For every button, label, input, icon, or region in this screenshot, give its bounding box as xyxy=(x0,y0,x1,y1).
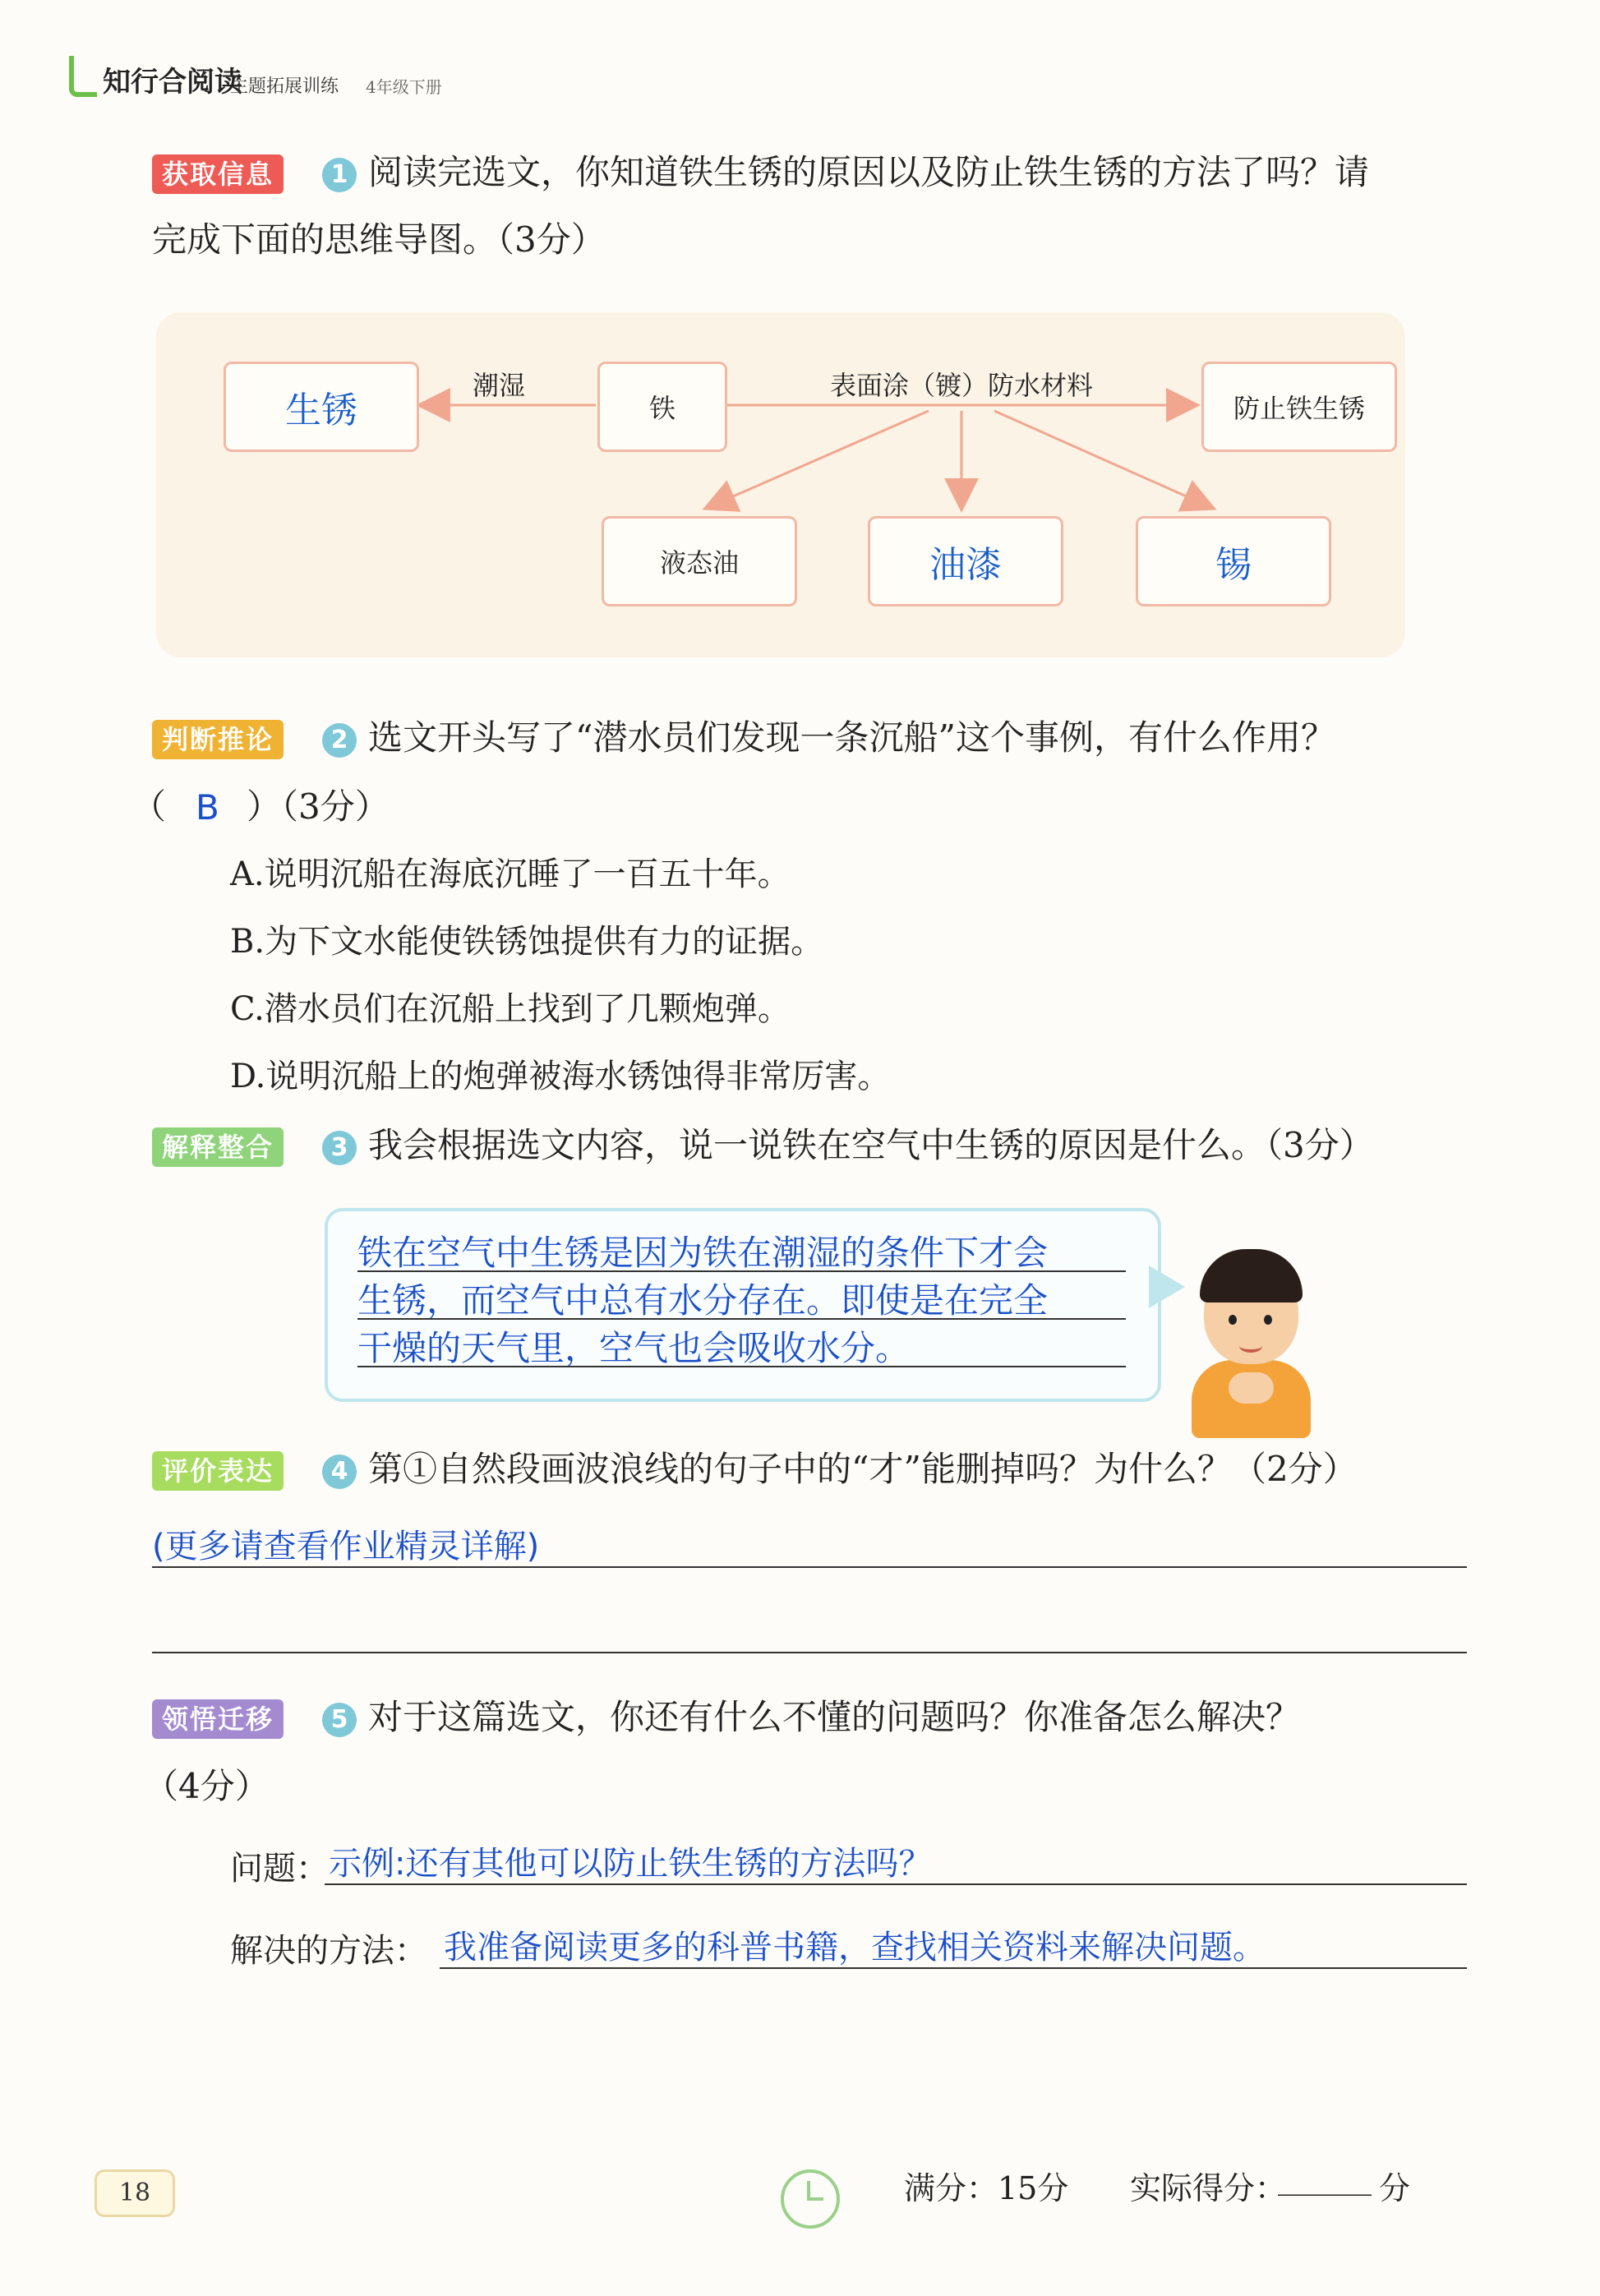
q2-option-b: B.为下文水能使铁锈蚀提供有力的证据。 xyxy=(230,923,824,961)
q1-tag: 获取信息 xyxy=(152,154,284,194)
q2-answer: B xyxy=(196,787,219,828)
mindmap-box-iron xyxy=(597,362,727,452)
mindmap-box-paint xyxy=(868,516,1063,606)
clock-minute-hand xyxy=(807,2197,823,2201)
q5-question-answer: 示例:还有其他可以防止铁生锈的方法吗？ xyxy=(329,1845,932,1883)
q2-text-line1: 选文开头写了“潜水员们发现一条沉船”这个事例，有什么作用？ xyxy=(368,717,1335,758)
q2-paren-open: （ xyxy=(131,786,167,827)
q2-tag: 判断推论 xyxy=(152,720,284,759)
q5-method-answer: 我准备阅读更多的科普书籍，查找相关资料来解决问题。 xyxy=(444,1929,1266,1966)
q3-answer-line2: 生锈，而空气中总有水分存在。即使是在完全 xyxy=(357,1280,1049,1321)
header-brand: 知行合阅读 xyxy=(103,66,242,99)
actual-score-blank: ______ xyxy=(1278,2160,1372,2196)
q5-tag: 领悟迁移 xyxy=(152,1699,284,1739)
header-grade: 4年级下册 xyxy=(366,77,442,97)
q3-number: 3 xyxy=(322,1131,357,1165)
mindmap-oil-text: 液态油 xyxy=(659,547,739,579)
page-number: 18 xyxy=(95,2169,175,2217)
child-illustration-mouth xyxy=(1239,1339,1262,1353)
mindmap-label-humid: 潮湿 xyxy=(473,370,526,401)
q3-answer-line3: 干燥的天气里，空气也会吸收水分。 xyxy=(357,1328,911,1368)
q5-text-line2: （4分） xyxy=(144,1766,270,1806)
q2-option-c: C.潜水员们在沉船上找到了几颗炮弹。 xyxy=(230,990,791,1028)
q1-text-line1: 阅读完选文，你知道铁生锈的原因以及防止铁生锈的方法了吗？请 xyxy=(368,152,1370,192)
q4-answer-line1 xyxy=(152,1566,1467,1568)
q4-text-line1: 第①自然段画波浪线的句子中的“才”能删掉吗？为什么？（2分） xyxy=(368,1449,1358,1489)
mindmap-rust-text: 生锈 xyxy=(285,390,357,431)
q3-answer-underline3 xyxy=(357,1366,1126,1367)
q2-paren-close: ）（3分） xyxy=(247,786,390,827)
q3-text-line1: 我会根据选文内容，说一说铁在空气中生锈的原因是什么。（3分） xyxy=(368,1125,1374,1165)
q1-number: 1 xyxy=(322,158,357,192)
mindmap-box-oil xyxy=(602,516,797,606)
q4-number: 4 xyxy=(322,1455,357,1489)
q4-answer-line2 xyxy=(152,1652,1467,1653)
q1-text-line2: 完成下面的思维导图。（3分） xyxy=(152,219,606,260)
q5-question-label: 问题： xyxy=(230,1850,329,1888)
actual-score-unit: 分 xyxy=(1379,2170,1411,2206)
clock-hour-hand xyxy=(807,2181,810,2199)
mindmap-box-rust xyxy=(224,362,419,452)
mindmap-iron-text: 铁 xyxy=(648,393,676,424)
q2-option-d: D.说明沉船上的炮弹被海水锈蚀得非常厉害。 xyxy=(230,1058,891,1095)
mindmap-box-tin xyxy=(1136,516,1331,606)
mindmap-prevent-text: 防止铁生锈 xyxy=(1233,393,1365,424)
q2-option-a: A.说明沉船在海底沉睡了一百五十年。 xyxy=(230,855,791,893)
child-illustration-eye-left xyxy=(1229,1315,1237,1325)
actual-score-label: 实际得分： xyxy=(1130,2170,1287,2206)
q3-answer-underline2 xyxy=(357,1318,1126,1320)
q5-number: 5 xyxy=(322,1703,357,1737)
mindmap-label-coating: 表面涂（镀）防水材料 xyxy=(830,370,1094,401)
child-illustration-eye-right xyxy=(1264,1315,1272,1325)
q3-answer-underline1 xyxy=(357,1270,1126,1272)
mindmap-box-prevent xyxy=(1201,362,1397,452)
full-score: 满分：15分 xyxy=(904,2170,1069,2206)
q2-number: 2 xyxy=(322,723,357,758)
q3-answer-line1: 铁在空气中生锈是因为铁在潮湿的条件下才会 xyxy=(357,1233,1049,1273)
mindmap-tin-text: 锡 xyxy=(1215,544,1252,586)
header-subtitle: 主题拓展训练 xyxy=(230,76,339,97)
q5-method-label: 解决的方法： xyxy=(230,1932,427,1970)
q5-question-underline xyxy=(325,1883,1467,1885)
q4-tag: 评价表达 xyxy=(152,1451,284,1491)
q3-speech-bubble-tail xyxy=(1149,1266,1185,1308)
q3-tag: 解释整合 xyxy=(152,1127,284,1167)
q5-method-underline xyxy=(440,1967,1467,1969)
child-illustration-hands xyxy=(1229,1372,1274,1404)
q5-text-line1: 对于这篇选文，你还有什么不懂的问题吗？你准备怎么解决？ xyxy=(368,1697,1301,1737)
q4-answer: (更多请查看作业精灵详解) xyxy=(152,1528,540,1565)
mindmap-paint-text: 油漆 xyxy=(929,544,1002,586)
